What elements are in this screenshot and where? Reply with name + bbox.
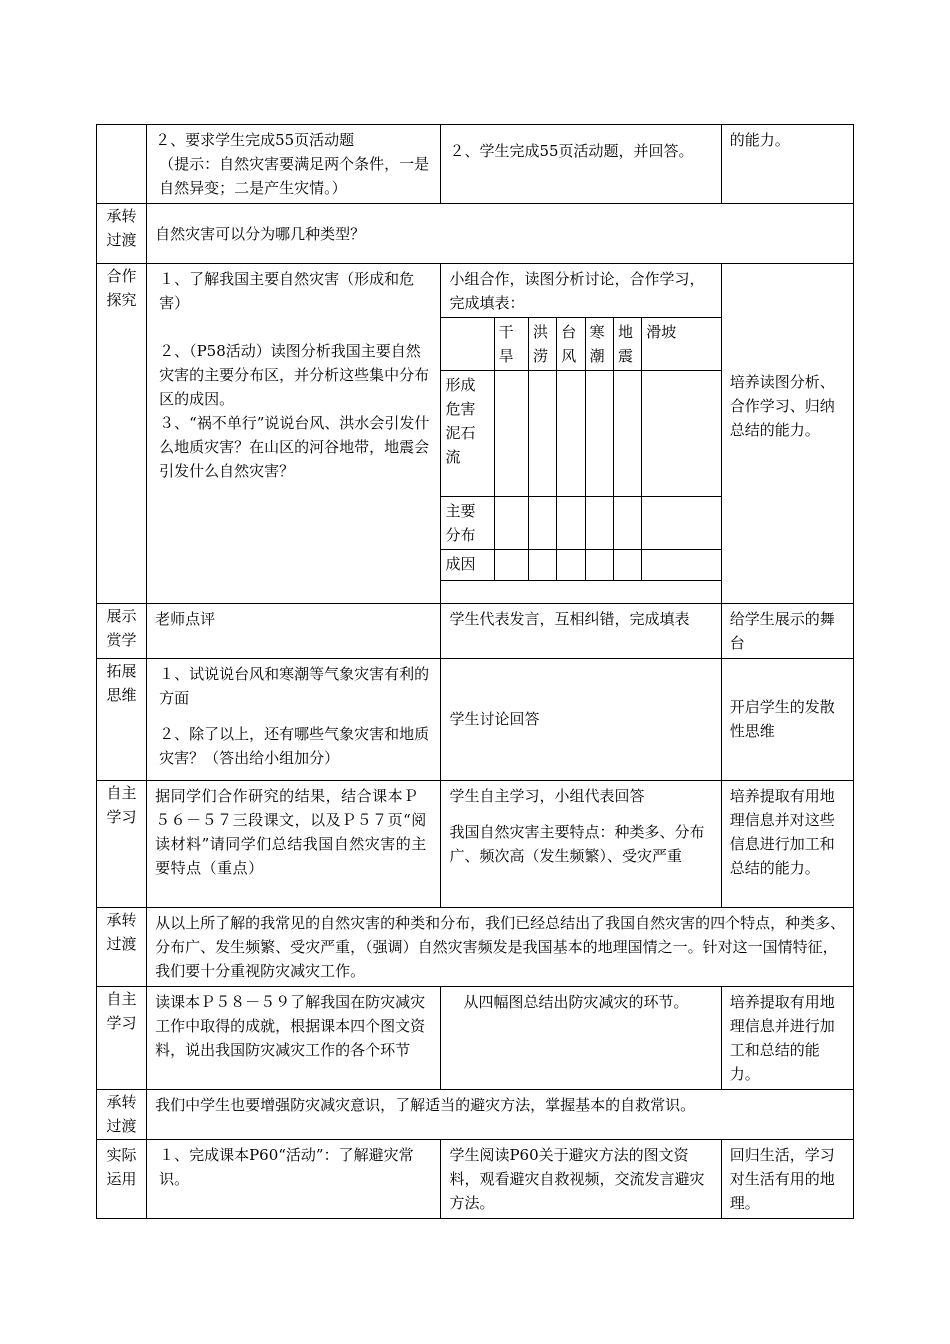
teacher-activity-cell [147, 658, 441, 780]
fill-table-cell[interactable] [642, 371, 721, 497]
table-row [97, 907, 854, 986]
teacher-activity-text: ３、“祸不单行”说说台风、洪水会引发什么地质灾害？在山区的河谷地带，地震会引发什么自然灾害？ [159, 414, 430, 480]
design-intent-text: 回归生活，学习对生活有用的地理。 [729, 1145, 835, 1212]
fill-table-cell[interactable] [494, 497, 528, 550]
table-row [97, 264, 854, 604]
teacher-activity-text: ２、除了以上，还有哪些气象灾害和地质灾害？（答出给小组加分） [159, 724, 430, 767]
teacher-activity-text: 读课本Ｐ５８－５９了解我国在防灾减灾工作中取得的成就，根据课本四个图文资料，说出我国防灾减灾工作的各个环节 [155, 992, 426, 1059]
teacher-activity-cell [147, 125, 441, 204]
fill-table-cell[interactable] [585, 371, 613, 497]
design-intent-cell [721, 264, 853, 604]
table-row [97, 204, 854, 264]
stage-label: 承转过渡 [106, 1092, 137, 1135]
student-activity-cell [441, 780, 721, 907]
teacher-activity-text: １、了解我国主要自然灾害（形成和危害） [159, 270, 415, 312]
fill-table-cell[interactable] [613, 497, 641, 550]
stage-label: 展示赏学 [106, 606, 137, 649]
fill-table-header: 洪涝 [528, 318, 556, 371]
teacher-activity-hint: （提示：自然灾害要满足两个条件，一是自然异变；二是产生灾情。） [159, 155, 430, 197]
design-intent-text: 培养提取有用地理信息并对这些信息进行加工和总结的能力。 [729, 786, 835, 877]
stage-label-cell [97, 658, 147, 780]
student-activity-text: 学生自主学习，小组代表回答 [449, 786, 645, 805]
fill-table-cell[interactable] [585, 497, 613, 550]
fill-table-header: 地震 [613, 318, 641, 371]
teacher-activity-text: ２、（P58活动）读图分析我国主要自然灾害的主要分布区，并分析这些集中分布区的成因。 [159, 342, 430, 408]
table-row [97, 780, 854, 907]
design-intent-text: 培养提取有用地理信息并进行加工和总结的能力。 [729, 992, 835, 1083]
fill-table-cell[interactable] [557, 371, 585, 497]
design-intent-cell [721, 658, 853, 780]
teacher-activity-cell [147, 264, 441, 604]
stage-label-cell [97, 204, 147, 264]
stage-label: 承转过渡 [106, 910, 137, 953]
student-activity-text: 学生阅读P60关于避灾方法的图文资料，观看避灾自救视频，交流发言避灾方法。 [449, 1145, 705, 1212]
fill-table-cell[interactable] [557, 550, 585, 581]
transition-text: 从以上所了解的我常见的自然灾害的种类和分布，我们已经总结出了我国自然灾害的四个特点，种类多、分布广、发生频繁、受灾严重，（强调）自然灾害频发是我国基本的地理国情之一。针对这一国情特征，我们要十分重视防灾减灾工作。 [155, 913, 846, 980]
stage-label: 自主学习 [106, 783, 137, 826]
fill-table-row-label: 主要分布 [441, 497, 494, 550]
fill-table-cell[interactable] [557, 497, 585, 550]
design-intent-cell [721, 1139, 853, 1218]
design-intent-cell [721, 780, 853, 907]
fill-table-cell[interactable] [642, 497, 721, 550]
teacher-activity-cell [147, 603, 441, 658]
fill-table-row-label: 成因 [441, 550, 494, 581]
student-activity-cell [441, 264, 721, 604]
student-activity-cell [441, 603, 721, 658]
teacher-activity-cell [147, 986, 441, 1089]
fill-table-cell[interactable] [494, 550, 528, 581]
fill-table-cell[interactable] [613, 550, 641, 581]
design-intent-text: 给学生展示的舞台 [729, 609, 835, 652]
table-row [97, 986, 854, 1089]
design-intent-cell [721, 125, 853, 204]
table-row [97, 658, 854, 780]
disaster-fill-table [441, 317, 720, 603]
transition-text: 自然灾害可以分为哪几种类型？ [155, 224, 366, 243]
stage-label-cell [97, 986, 147, 1089]
design-intent-cell [721, 603, 853, 658]
transition-cell [147, 204, 854, 264]
stage-label: 承转过渡 [106, 207, 137, 249]
student-activity-text: 小组合作，读图分析讨论，合作学习，完成填表： [449, 270, 705, 312]
fill-table-header: 滑坡 [642, 318, 721, 371]
student-activity-cell [441, 125, 721, 204]
student-activity-text: 我国自然灾害主要特点：种类多、分布广、频次高（发生频繁）、受灾严重 [449, 822, 705, 865]
student-activity-cell [441, 986, 721, 1089]
teacher-activity-text: １、完成课本P60“活动”：了解避灾常识。 [159, 1145, 414, 1188]
fill-table-cell[interactable] [585, 550, 613, 581]
lesson-plan-page [96, 124, 854, 1219]
teacher-activity-text: ２、要求学生完成55页活动题 [155, 131, 355, 149]
table-row [97, 1089, 854, 1139]
teacher-activity-cell [147, 1139, 441, 1218]
fill-table-header [441, 318, 494, 371]
student-activity-text: 学生代表发言，互相纠错，完成填表 [449, 609, 690, 628]
teacher-activity-text: 老师点评 [155, 609, 216, 628]
fill-table-header: 寒潮 [585, 318, 613, 371]
stage-label: 拓展思维 [106, 661, 137, 704]
stage-label-cell [97, 1139, 147, 1218]
fill-table-cell[interactable] [528, 497, 556, 550]
design-intent-text: 培养读图分析、合作学习、归纳总结的能力。 [729, 373, 835, 439]
fill-table-row-label: 形成危害泥石流 [441, 371, 494, 497]
teacher-activity-text: 据同学们合作研究的结果，结合课本Ｐ５６－５７三段课文，以及Ｐ５７页“阅读材料”请同学们总结我国自然灾害的主要特点（重点） [155, 786, 427, 877]
design-intent-cell [721, 986, 853, 1089]
design-intent-text: 开启学生的发散性思维 [729, 698, 835, 740]
table-row [97, 603, 854, 658]
transition-cell [147, 1089, 854, 1139]
table-row [97, 125, 854, 204]
student-activity-text: 从四幅图总结出防灾减灾的环节。 [463, 992, 689, 1011]
student-activity-text: 学生讨论回答 [449, 710, 540, 728]
design-intent-text: 的能力。 [729, 131, 790, 149]
fill-table-cell[interactable] [528, 371, 556, 497]
student-activity-text: ２、学生完成55页活动题，并回答。 [449, 142, 694, 160]
stage-label-cell [97, 780, 147, 907]
table-row [97, 1139, 854, 1218]
stage-label-cell [97, 125, 147, 204]
stage-label: 实际运用 [106, 1145, 137, 1188]
lesson-plan-table [96, 124, 854, 1219]
fill-table-cell[interactable] [642, 550, 721, 581]
stage-label-cell [97, 1089, 147, 1139]
stage-label-cell [97, 603, 147, 658]
stage-label-cell [97, 264, 147, 604]
transition-text: 我们中学生也要增强防灾减灾意识，了解适当的避灾方法，掌握基本的自救常识。 [155, 1095, 696, 1114]
transition-cell [147, 907, 854, 986]
student-activity-cell [441, 658, 721, 780]
teacher-activity-text: １、试说说台风和寒潮等气象灾害有利的方面 [159, 664, 430, 707]
teacher-activity-cell [147, 780, 441, 907]
stage-label: 自主学习 [106, 989, 137, 1032]
stage-label: 合作探究 [106, 267, 137, 309]
fill-table-cell[interactable] [528, 550, 556, 581]
fill-table-blank-row [441, 581, 720, 603]
stage-label-cell [97, 907, 147, 986]
fill-table-header: 台风 [557, 318, 585, 371]
fill-table-cell[interactable] [494, 371, 528, 497]
student-activity-cell [441, 1139, 721, 1218]
fill-table-header: 干旱 [494, 318, 528, 371]
fill-table-cell[interactable] [613, 371, 641, 497]
